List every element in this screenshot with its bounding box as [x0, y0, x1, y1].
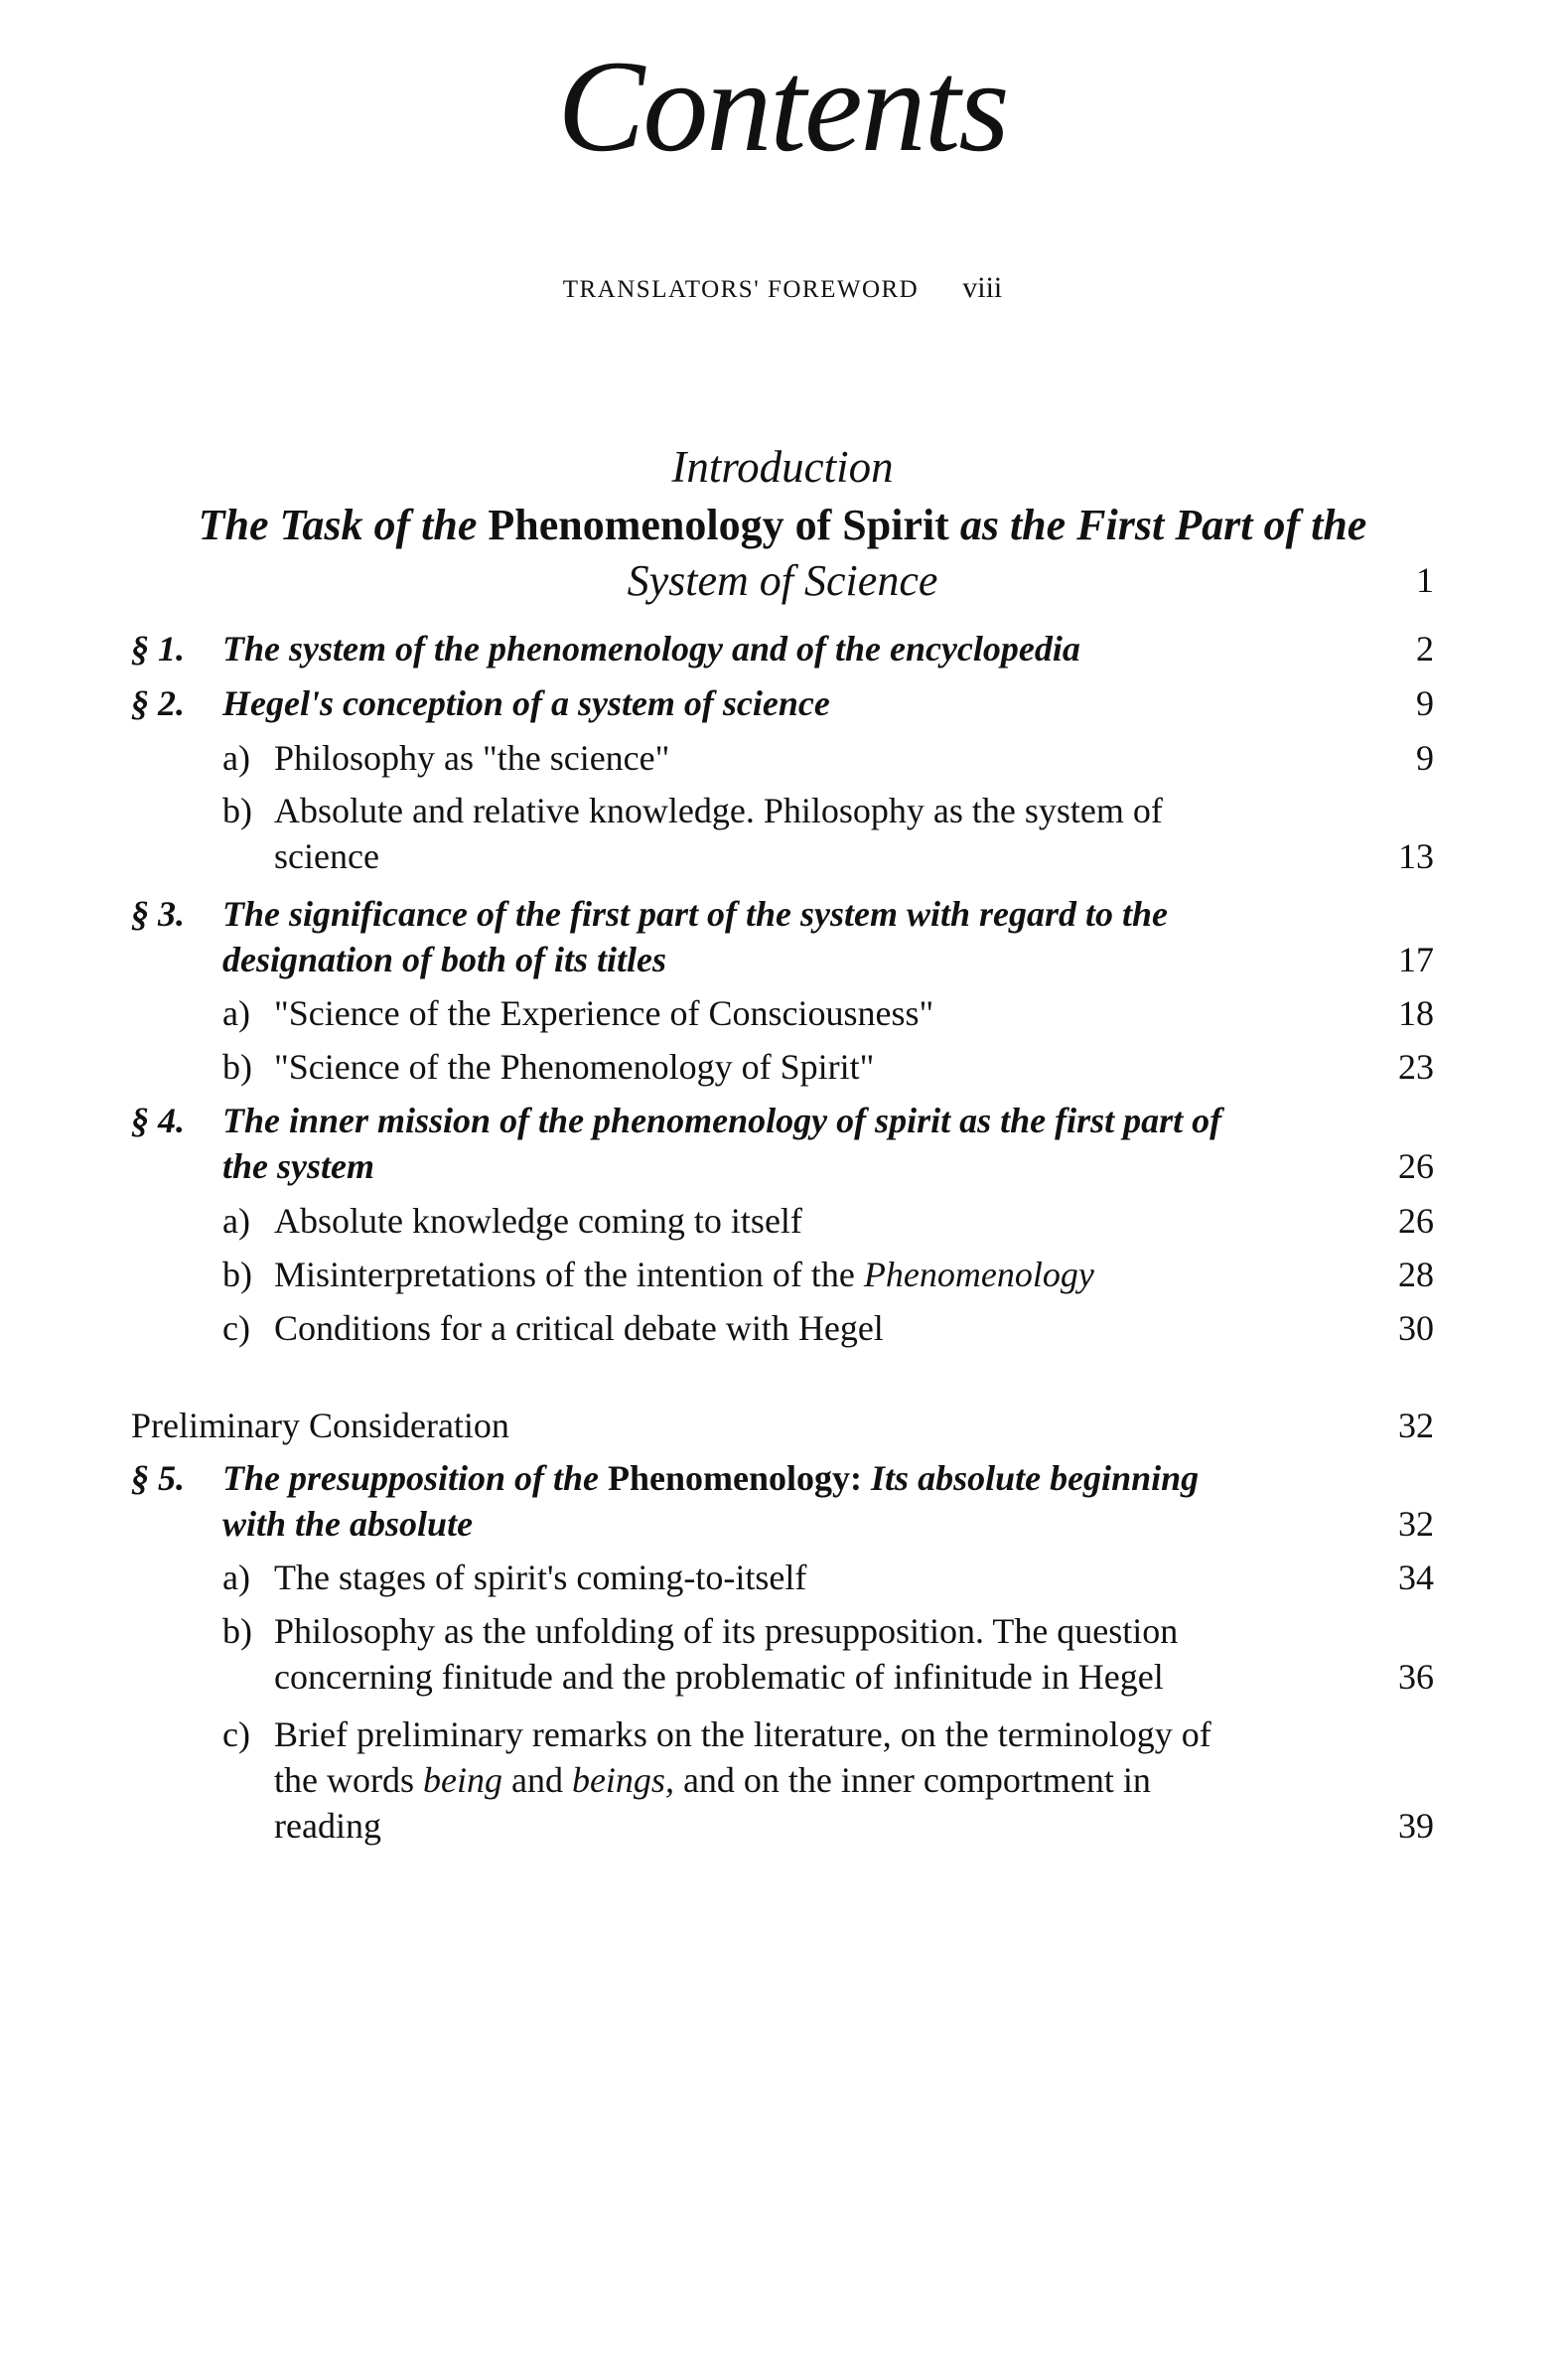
toc-page-s3a: 18 [1398, 993, 1434, 1033]
section-title-part-a: The presupposition of the [222, 1458, 600, 1498]
subsection-title-line-2c: and [510, 1760, 563, 1800]
section-title-line-1: The significance of the first part of the system with regard to the [222, 894, 1168, 934]
subsection-title-line-2: concerning finitude and the problematic of infinitude in Hegel [274, 1657, 1164, 1697]
subsection-title-line-2d: beings, [571, 1760, 674, 1800]
section-title: Hegel's conception of a system of science [222, 683, 830, 723]
section-title-part-c: Its absolute beginning [871, 1458, 1200, 1498]
subsection-letter: b) [222, 791, 252, 830]
toc-entry-s5c-line-3 [274, 1800, 381, 1852]
toc-page-s2: 9 [1416, 683, 1434, 723]
toc-page-s4b: 28 [1398, 1255, 1434, 1294]
toc-page-s3b: 23 [1398, 1047, 1434, 1087]
toc-entry-s5c-line-2 [274, 1754, 1151, 1806]
toc-entry-s5a[interactable] [222, 1552, 806, 1603]
foreword-title: TRANSLATORS' FOREWORD [562, 276, 920, 303]
subsection-title-line-2: science [274, 836, 379, 876]
section-number: § 5. [131, 1458, 185, 1498]
section-number: § 4. [131, 1101, 185, 1140]
toc-entry-s4-line-2 [222, 1140, 374, 1192]
foreword-entry[interactable] [0, 270, 1565, 308]
subsection-title-line-2b: being [422, 1760, 502, 1800]
toc-entry-s4c[interactable] [222, 1302, 884, 1354]
toc-entry-s4[interactable] [131, 1095, 1221, 1146]
section-title-line-1: The inner mission of the phenomenology of spirit as the first part of [222, 1101, 1222, 1140]
subsection-letter: a) [222, 738, 250, 778]
foreword-page: viii [962, 271, 1003, 304]
toc-page-s1: 2 [1416, 629, 1434, 669]
subsection-title-italic: Phenomenology [863, 1255, 1094, 1294]
subsection-letter: c) [222, 1308, 250, 1348]
toc-page-s5c: 39 [1398, 1806, 1434, 1846]
subsection-letter: a) [222, 1558, 250, 1597]
introduction-title-line-1[interactable] [0, 497, 1565, 554]
toc-page-s5a: 34 [1398, 1558, 1434, 1597]
toc-page-s4a: 26 [1398, 1201, 1434, 1241]
intro-title-part-d: System of Science [627, 556, 938, 605]
section-title-line-2: the system [222, 1146, 374, 1186]
toc-entry-s5b-line-2 [274, 1651, 1164, 1703]
intro-title-part-a: The Task of the [198, 501, 478, 549]
toc-entry-s2a[interactable] [222, 732, 669, 784]
introduction-page: 1 [1416, 560, 1434, 600]
toc-entry-s4a[interactable] [222, 1195, 802, 1247]
prelim-title: Preliminary Consideration [131, 1406, 509, 1445]
section-title: The system of the phenomenology and of the encyclopedia [222, 629, 1080, 669]
toc-page-s5: 32 [1398, 1504, 1434, 1544]
toc-entry-s4b[interactable] [222, 1249, 1094, 1300]
toc-page-s4: 26 [1398, 1146, 1434, 1186]
subsection-title: Conditions for a critical debate with Hegel [274, 1308, 884, 1348]
subsection-title-line-2e: and on the inner comportment in [682, 1760, 1151, 1800]
toc-page-s5b: 36 [1398, 1657, 1434, 1697]
toc-entry-s3-line-2 [222, 934, 666, 985]
toc-page-s3: 17 [1398, 940, 1434, 979]
intro-title-part-c: as the First Part of the [959, 501, 1367, 549]
section-title-line-2: designation of both of its titles [222, 940, 667, 979]
subsection-letter: b) [222, 1611, 252, 1651]
subsection-title-line-1: Philosophy as the unfolding of its presupposition. The question [274, 1611, 1179, 1651]
toc-page-prelim: 32 [1398, 1406, 1434, 1445]
introduction-title-line-2 [0, 552, 1565, 610]
section-title-line-2: with the absolute [222, 1504, 474, 1544]
subsection-title: Philosophy as "the science" [274, 738, 670, 778]
toc-entry-s2b[interactable] [222, 785, 1163, 836]
subsection-title-line-1: Brief preliminary remarks on the literature, on the terminology of [274, 1714, 1211, 1754]
section-number: § 1. [131, 629, 185, 669]
toc-page-s4c: 30 [1398, 1308, 1434, 1348]
section-title-part-b: Phenomenology: [608, 1458, 863, 1498]
subsection-title: "Science of the Experience of Consciousness" [274, 993, 934, 1033]
toc-page-s2b: 13 [1398, 836, 1434, 876]
toc-entry-s3a[interactable] [222, 987, 933, 1039]
toc-entry-s5b[interactable] [222, 1605, 1178, 1657]
toc-entry-s3[interactable] [131, 888, 1168, 940]
subsection-title: The stages of spirit's coming-to-itself [274, 1558, 807, 1597]
toc-entry-s1[interactable] [131, 623, 1080, 674]
subsection-title-line-3: reading [274, 1806, 381, 1846]
page-title: Contents [557, 33, 1008, 179]
toc-entry-s2b-line-2 [274, 830, 379, 882]
toc-entry-s3b[interactable] [222, 1041, 874, 1093]
toc-entry-s5[interactable] [131, 1452, 1199, 1504]
toc-entry-s5-line-2 [222, 1498, 473, 1550]
subsection-letter: b) [222, 1255, 252, 1294]
subsection-title: Misinterpretations of the intention of the [274, 1255, 855, 1294]
subsection-letter: a) [222, 1201, 250, 1241]
toc-entry-s2[interactable] [131, 677, 830, 729]
introduction-label: Introduction [671, 442, 894, 492]
intro-title-part-b: Phenomenology of Spirit [488, 501, 949, 549]
toc-entry-s5c[interactable] [222, 1709, 1211, 1760]
toc-entry-prelim[interactable] [131, 1400, 509, 1451]
subsection-letter: b) [222, 1047, 252, 1087]
subsection-letter: c) [222, 1714, 250, 1754]
subsection-title-line-2a: the words [274, 1760, 414, 1800]
subsection-title: "Science of the Phenomenology of Spirit" [274, 1047, 875, 1087]
section-number: § 2. [131, 683, 185, 723]
section-number: § 3. [131, 894, 185, 934]
toc-page-s2a: 9 [1416, 738, 1434, 778]
subsection-letter: a) [222, 993, 250, 1033]
subsection-title: Absolute knowledge coming to itself [274, 1201, 802, 1241]
subsection-title-line-1: Absolute and relative knowledge. Philosophy as the system of [274, 791, 1163, 830]
